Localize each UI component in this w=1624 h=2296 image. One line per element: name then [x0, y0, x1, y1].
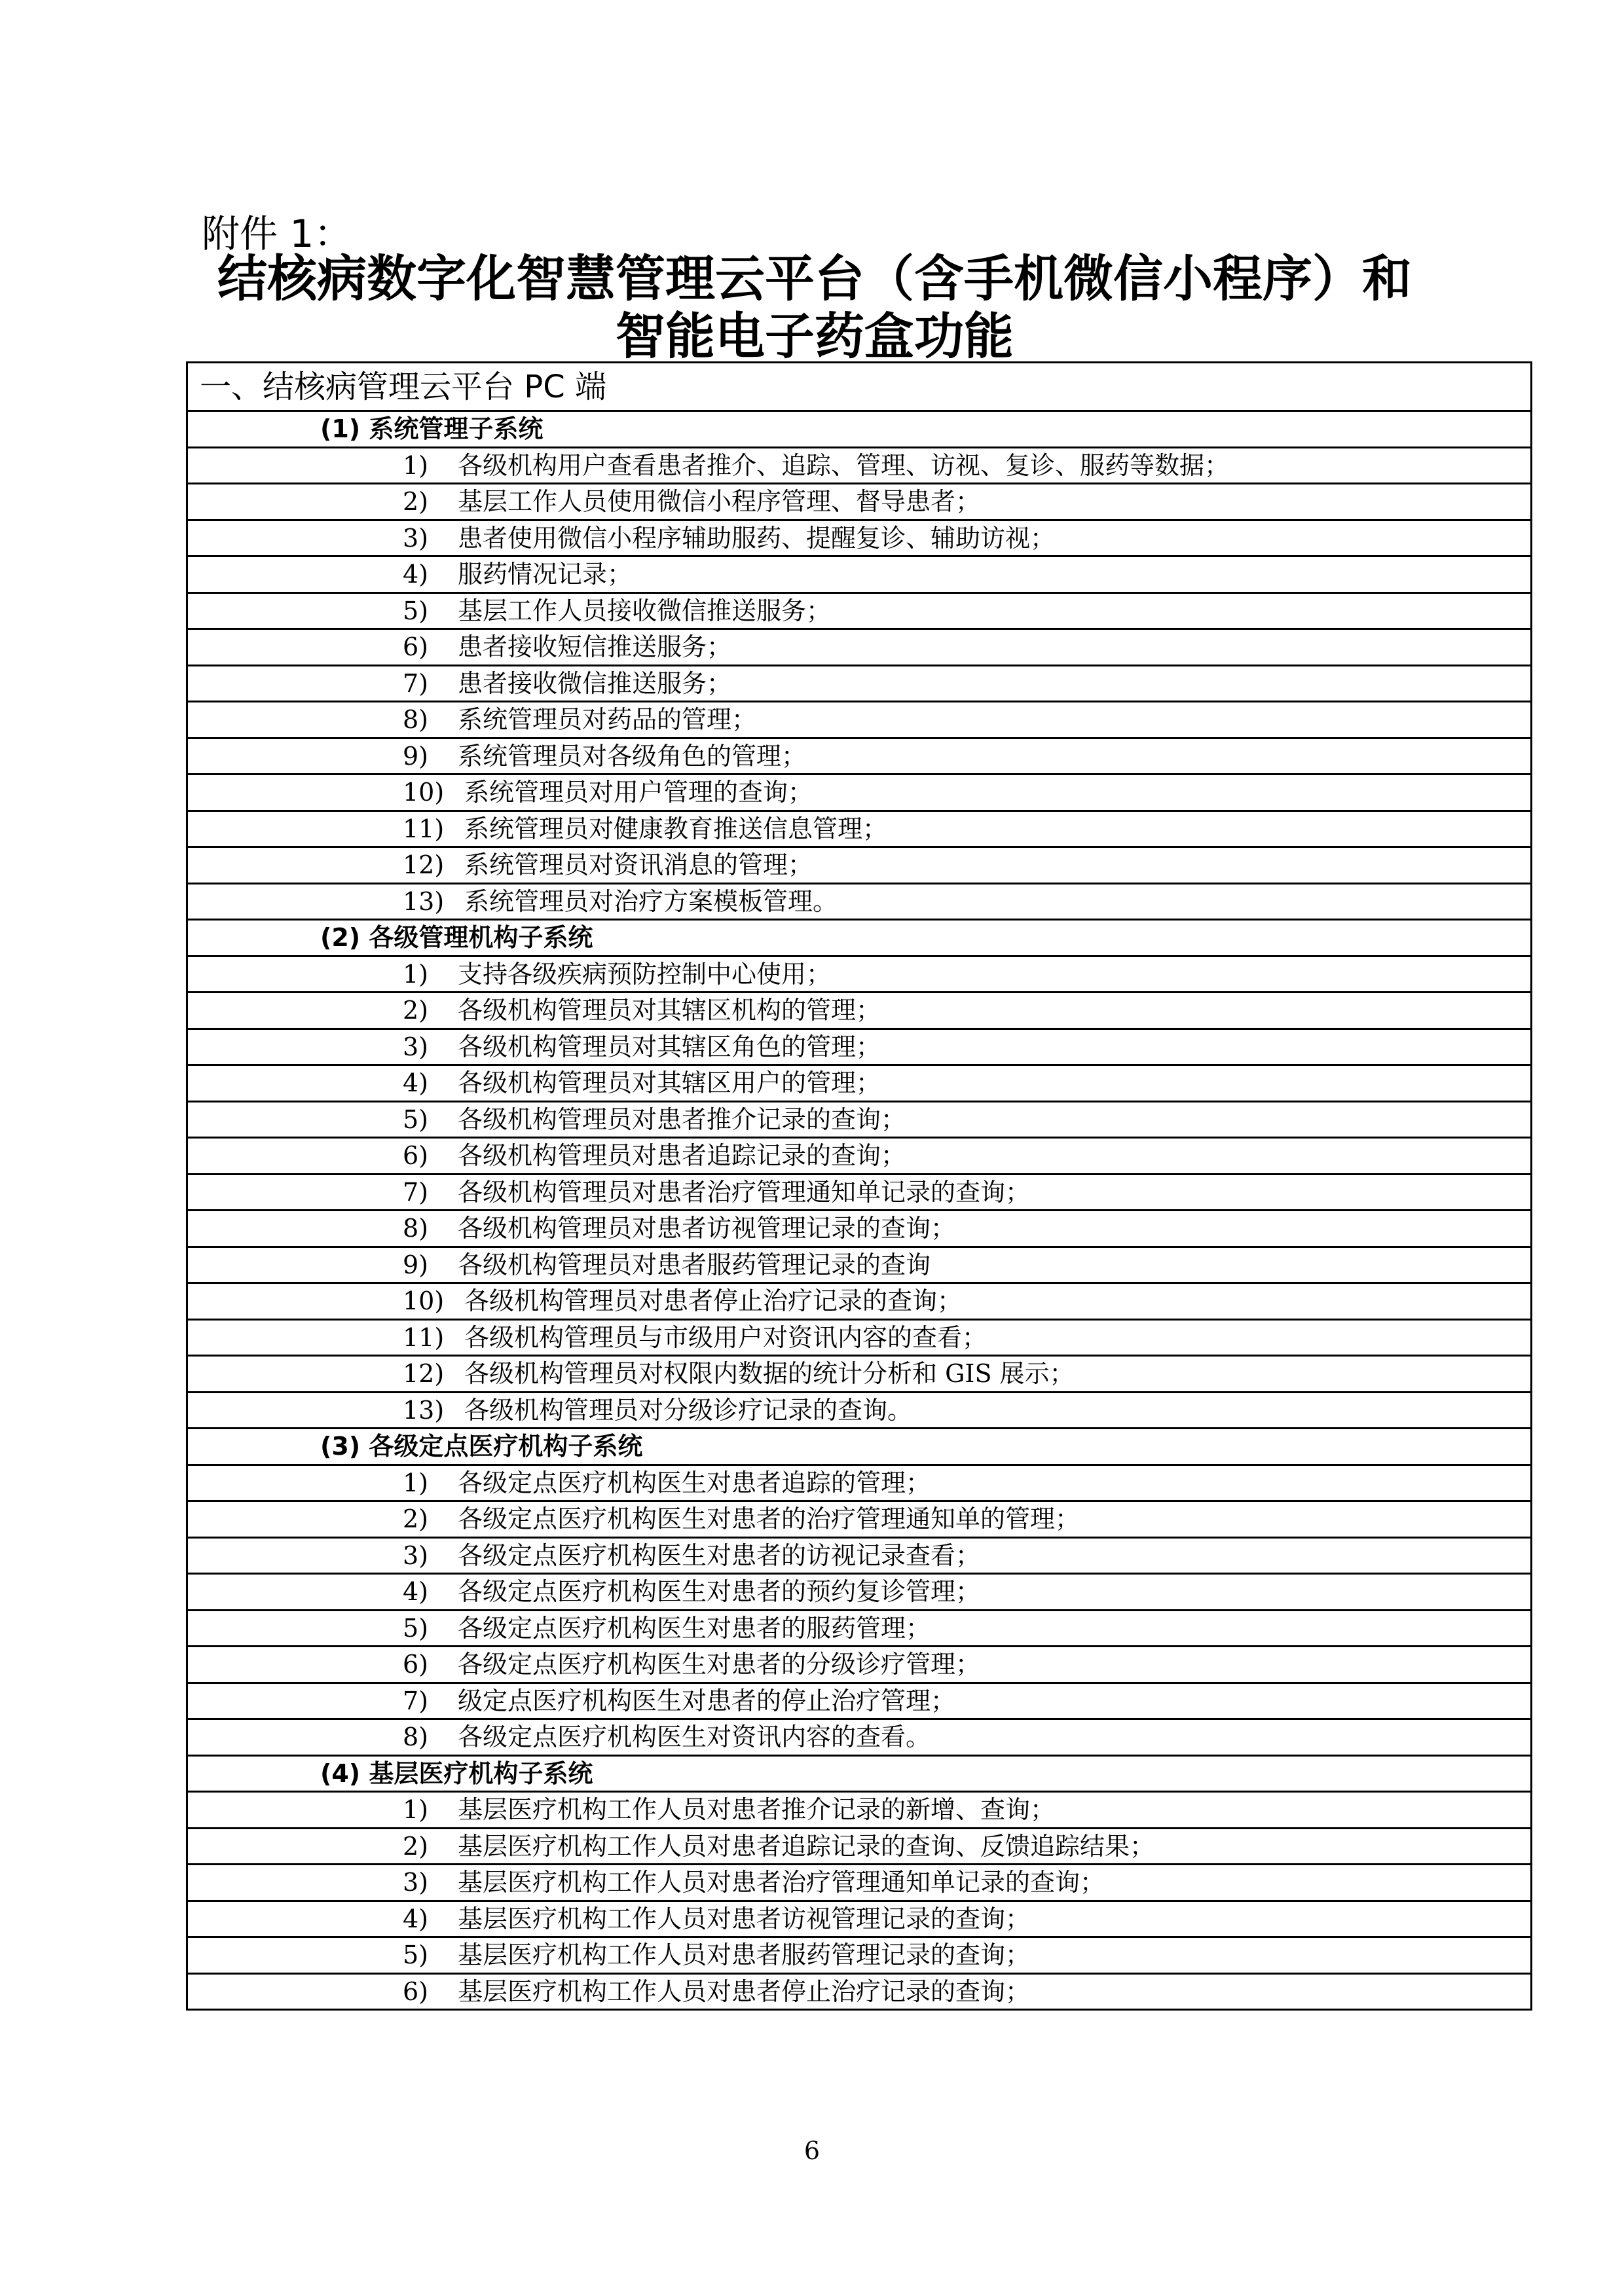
item-number: 12): [403, 850, 445, 880]
function-item-row: [187, 1247, 1532, 1283]
item-number: 7): [403, 1177, 429, 1207]
item-number: 6): [403, 1650, 429, 1679]
function-item-row: [187, 993, 1532, 1029]
item-text: 各级机构管理员对其辖区用户的管理；: [458, 1068, 881, 1098]
function-item: [187, 1065, 1532, 1102]
function-item: [187, 665, 1532, 702]
function-item: [187, 629, 1532, 666]
function-item: [187, 1501, 1532, 1538]
subsystem-title: (4) 基层医疗机构子系统: [187, 1755, 1532, 1792]
function-item-row: [187, 774, 1532, 811]
document-title-line-1: 结核病数字化智慧管理云平台（含手机微信小程序）和: [217, 249, 1412, 308]
item-number: 13): [403, 886, 445, 916]
function-item: [187, 1101, 1532, 1138]
function-item: [187, 1465, 1532, 1501]
item-text: 基层工作人员使用微信小程序管理、督导患者；: [458, 487, 981, 517]
item-text: 系统管理员对各级角色的管理；: [458, 741, 807, 771]
function-item: [187, 993, 1532, 1029]
subsystem-title: (3) 各级定点医疗机构子系统: [187, 1429, 1532, 1465]
item-number: 8): [403, 1214, 429, 1243]
function-item-row: [187, 1101, 1532, 1138]
function-item: [187, 1574, 1532, 1611]
item-number: 1): [403, 959, 429, 989]
item-number: 5): [403, 596, 429, 625]
item-text: 各级机构管理员对其辖区角色的管理；: [458, 1032, 881, 1061]
function-item: [187, 1647, 1532, 1683]
function-item-row: [187, 1719, 1532, 1756]
function-item: [187, 1719, 1532, 1756]
item-number: 5): [403, 1104, 429, 1134]
item-text: 基层医疗机构工作人员对患者推介记录的新增、查询；: [458, 1795, 1056, 1825]
function-item-row: [187, 1501, 1532, 1538]
function-item-row: [187, 1465, 1532, 1501]
function-item-row: [187, 556, 1532, 593]
item-number: 4): [403, 1904, 429, 1933]
item-text: 各级定点医疗机构医生对患者的服药管理；: [458, 1613, 931, 1643]
function-item-row: [187, 811, 1532, 847]
item-text: 系统管理员对药品的管理；: [458, 705, 757, 735]
page-number: 6: [803, 2136, 821, 2165]
function-item-row: [187, 738, 1532, 774]
function-item-row: [187, 520, 1532, 556]
item-number: 2): [403, 996, 429, 1025]
item-number: 13): [403, 1395, 445, 1425]
function-item: [187, 1356, 1532, 1393]
item-number: 8): [403, 705, 429, 735]
function-item-row: [187, 1138, 1532, 1175]
function-item-row: [187, 1647, 1532, 1683]
function-item: [187, 1138, 1532, 1175]
item-text: 各级定点医疗机构医生对患者的预约复诊管理；: [458, 1577, 981, 1607]
item-number: 10): [403, 1286, 445, 1316]
function-item-row: [187, 1937, 1532, 1974]
item-number: 6): [403, 1977, 429, 2006]
function-item: [187, 484, 1532, 520]
function-item: [187, 774, 1532, 811]
item-number: 5): [403, 1613, 429, 1643]
item-text: 各级定点医疗机构医生对患者追踪的管理；: [458, 1468, 931, 1497]
function-item-row: [187, 1973, 1532, 2010]
item-number: 4): [403, 1577, 429, 1607]
subsystem-header-row: [187, 411, 1532, 448]
item-number: 3): [403, 1540, 429, 1570]
item-text: 各级机构管理员对患者治疗管理通知单记录的查询；: [458, 1177, 1031, 1207]
function-item: [187, 811, 1532, 847]
item-number: 6): [403, 632, 429, 662]
function-item-row: [187, 1865, 1532, 1901]
function-item-row: [187, 1610, 1532, 1647]
item-text: 基层医疗机构工作人员对患者访视管理记录的查询；: [458, 1904, 1031, 1933]
function-item: [187, 702, 1532, 738]
function-item-row: [187, 1828, 1532, 1865]
item-text: 系统管理员对用户管理的查询；: [464, 778, 813, 807]
function-item-row: [187, 956, 1532, 993]
item-text: 各级机构用户查看患者推介、追踪、管理、访视、复诊、服药等数据；: [458, 450, 1230, 480]
function-item: [187, 1973, 1532, 2010]
item-number: 7): [403, 1686, 429, 1715]
function-item-row: [187, 1356, 1532, 1393]
function-item-row: [187, 484, 1532, 520]
item-number: 7): [403, 668, 429, 698]
item-text: 各级机构管理员对分级诊疗记录的查询。: [464, 1395, 913, 1425]
item-text: 基层医疗机构工作人员对患者停止治疗记录的查询；: [458, 1977, 1031, 2006]
function-item: [187, 1610, 1532, 1647]
item-text: 基层医疗机构工作人员对患者治疗管理通知单记录的查询；: [458, 1868, 1105, 1897]
section-row: [187, 363, 1532, 411]
function-item-row: [187, 1319, 1532, 1356]
item-number: 6): [403, 1141, 429, 1171]
item-text: 患者使用微信小程序辅助服药、提醒复诊、辅助访视；: [458, 523, 1056, 553]
item-text: 系统管理员对治疗方案模板管理。: [464, 886, 838, 916]
function-item-row: [187, 1537, 1532, 1574]
item-text: 各级定点医疗机构医生对资讯内容的查看。: [458, 1722, 931, 1752]
item-text: 各级定点医疗机构医生对患者的访视记录查看；: [458, 1540, 981, 1570]
function-item-row: [187, 847, 1532, 884]
item-number: 2): [403, 1504, 429, 1534]
item-number: 3): [403, 1032, 429, 1061]
function-item: [187, 847, 1532, 884]
subsystem-title: (2) 各级管理机构子系统: [187, 920, 1532, 957]
item-number: 8): [403, 1722, 429, 1752]
item-number: 1): [403, 450, 429, 480]
subsystem-header-row: [187, 1429, 1532, 1465]
function-item: [187, 592, 1532, 629]
item-text: 各级机构管理员与市级用户对资讯内容的查看；: [464, 1322, 987, 1352]
function-item: [187, 1211, 1532, 1247]
function-item: [187, 1865, 1532, 1901]
function-item-row: [187, 1901, 1532, 1937]
item-number: 4): [403, 560, 429, 589]
item-text: 级定点医疗机构医生对患者的停止治疗管理；: [458, 1686, 956, 1715]
item-number: 2): [403, 487, 429, 517]
item-number: 11): [403, 814, 445, 843]
item-number: 12): [403, 1359, 445, 1389]
item-text: 基层医疗机构工作人员对患者服药管理记录的查询；: [458, 1941, 1031, 1970]
item-text: 各级机构管理员对患者停止治疗记录的查询；: [464, 1286, 963, 1316]
function-item: [187, 1792, 1532, 1829]
function-item-row: [187, 1574, 1532, 1611]
function-item-row: [187, 1792, 1532, 1829]
function-item-row: [187, 665, 1532, 702]
function-item-row: [187, 1392, 1532, 1429]
function-item: [187, 883, 1532, 920]
function-item-row: [187, 1683, 1532, 1719]
item-text: 各级定点医疗机构医生对患者的分级诊疗管理；: [458, 1650, 981, 1679]
document-title-line-2: 智能电子药盒功能: [616, 307, 1014, 365]
item-text: 基层工作人员接收微信推送服务；: [458, 596, 832, 625]
function-item: [187, 1828, 1532, 1865]
item-number: 10): [403, 778, 445, 807]
item-number: 4): [403, 1068, 429, 1098]
function-item-row: [187, 629, 1532, 666]
function-item-row: [187, 702, 1532, 738]
subsystem-header-row: [187, 920, 1532, 957]
function-item: [187, 1319, 1532, 1356]
item-number: 11): [403, 1322, 445, 1352]
function-item-row: [187, 447, 1532, 484]
item-text: 各级机构管理员对患者推介记录的查询；: [458, 1104, 906, 1134]
function-item: [187, 1537, 1532, 1574]
function-item: [187, 520, 1532, 556]
item-text: 各级机构管理员对权限内数据的统计分析和 GIS 展示；: [464, 1359, 1075, 1389]
item-number: 5): [403, 1941, 429, 1970]
function-item: [187, 1937, 1532, 1974]
function-item: [187, 447, 1532, 484]
item-text: 各级机构管理员对患者服药管理记录的查询: [458, 1250, 931, 1279]
item-text: 服药情况记录；: [458, 560, 633, 589]
item-text: 系统管理员对资讯消息的管理；: [464, 850, 813, 880]
item-text: 支持各级疾病预防控制中心使用；: [458, 959, 832, 989]
item-number: 1): [403, 1468, 429, 1497]
function-item-row: [187, 1065, 1532, 1102]
item-text: 基层医疗机构工作人员对患者追踪记录的查询、反馈追踪结果；: [458, 1831, 1155, 1861]
function-item-row: [187, 1174, 1532, 1211]
function-item: [187, 1247, 1532, 1283]
item-text: 各级机构管理员对患者访视管理记录的查询；: [458, 1214, 956, 1243]
item-text: 各级机构管理员对患者追踪记录的查询；: [458, 1141, 906, 1171]
function-item: [187, 556, 1532, 593]
item-number: 9): [403, 1250, 429, 1279]
subsystem-title: (1) 系统管理子系统: [187, 411, 1532, 448]
subsystem-header-row: [187, 1755, 1532, 1792]
function-item: [187, 1029, 1532, 1065]
function-item-row: [187, 592, 1532, 629]
item-text: 患者接收短信推送服务；: [458, 632, 732, 662]
function-item: [187, 956, 1532, 993]
item-text: 各级机构管理员对其辖区机构的管理；: [458, 996, 881, 1025]
item-number: 2): [403, 1831, 429, 1861]
function-item: [187, 1283, 1532, 1320]
attachment-label: 附件 1：: [202, 211, 352, 256]
item-number: 1): [403, 1795, 429, 1825]
section-title: 一、结核病管理云平台 PC 端: [187, 363, 1532, 411]
function-item: [187, 1901, 1532, 1937]
function-item-row: [187, 883, 1532, 920]
function-item-row: [187, 1029, 1532, 1065]
item-number: 9): [403, 741, 429, 771]
function-item: [187, 1392, 1532, 1429]
function-item: [187, 1683, 1532, 1719]
function-item-row: [187, 1211, 1532, 1247]
item-text: 系统管理员对健康教育推送信息管理；: [464, 814, 888, 843]
item-text: 各级定点医疗机构医生对患者的治疗管理通知单的管理；: [458, 1504, 1080, 1534]
item-number: 3): [403, 1868, 429, 1897]
function-item: [187, 738, 1532, 774]
function-item: [187, 1174, 1532, 1211]
function-item-row: [187, 1283, 1532, 1320]
item-number: 3): [403, 523, 429, 553]
function-table: [186, 361, 1532, 2011]
item-text: 患者接收微信推送服务；: [458, 668, 732, 698]
